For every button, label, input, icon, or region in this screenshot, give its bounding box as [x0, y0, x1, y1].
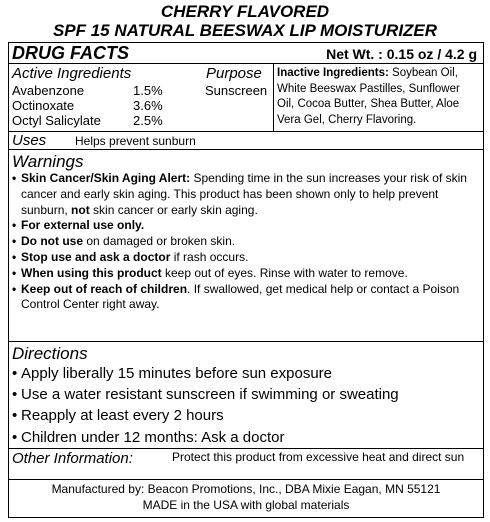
divider [9, 448, 483, 449]
divider [9, 479, 483, 480]
manufacturer-line: Manufactured by: Beacon Promotions, Inc., DBA Mixie Eagan, MN 55121 [51, 482, 441, 496]
direction-item: • Apply liberally 15 minutes before sun exposure [12, 363, 480, 384]
ingredient-name: Octinoxate [12, 98, 75, 113]
divider [9, 341, 483, 342]
direction-item: • Children under 12 months: Ask a doctor [12, 427, 480, 448]
drug-facts-heading: DRUG FACTS [12, 43, 129, 63]
inactive-label: Inactive Ingredients: [277, 67, 389, 79]
warnings-heading: Warnings [12, 152, 84, 171]
warnings-list [12, 171, 480, 313]
column-divider [273, 64, 274, 131]
ingredient-percent: 1.5% [133, 83, 163, 98]
inactive-ingredients [277, 66, 477, 128]
directions-list [12, 363, 480, 448]
divider [9, 149, 483, 150]
warning-item: • When using this product keep out of eyes. Rinse with water to remove. [12, 266, 480, 282]
divider [9, 131, 483, 132]
directions-heading: Directions [12, 344, 88, 363]
ingredient-name: Avabenzone [12, 83, 85, 98]
product-flavor-title: CHERRY FLAVORED [160, 2, 330, 21]
warning-item: • For external use only. [12, 218, 480, 234]
uses-heading: Uses [12, 132, 47, 149]
ingredient-percent: 2.5% [133, 113, 163, 128]
divider [9, 63, 483, 64]
inactive-text: Soybean Oil, White Beeswax Pastilles, Sunflower Oil, Cocoa Butter, Shea Butter, Aloe Vera Gel, Cherry Flavoring. [277, 67, 460, 126]
made-in-line: MADE in the USA with global materials [142, 498, 350, 512]
net-weight: Net Wt. : 0.15 oz / 4.2 g [326, 46, 477, 62]
purpose-heading: Purpose [206, 65, 262, 82]
warning-item: • Stop use and ask a doctor if rash occurs. [12, 250, 480, 266]
warning-item: • Skin Cancer/Skin Aging Alert: Spending time in the sun increases your risk of skin cancer and early skin aging. This product has been shown only to help prevent sunburn, not skin cancer or early skin aging. [12, 171, 480, 218]
purpose-value: Sunscreen [205, 83, 268, 98]
active-ingredients-heading: Active Ingredients [12, 65, 132, 82]
ingredient-percent: 3.6% [133, 98, 163, 113]
warning-item: • Keep out of reach of children. If swallowed, get medical help or contact a Poison Control Center right away. [12, 282, 480, 314]
uses-text: Helps prevent sunburn [75, 134, 196, 148]
product-name-title: SPF 15 NATURAL BEESWAX LIP MOISTURIZER [52, 21, 438, 40]
drug-facts-panel [8, 42, 484, 518]
other-information-text: Protect this product from excessive heat and direct sun [172, 450, 465, 464]
direction-item: • Reapply at least every 2 hours [12, 405, 480, 426]
other-information-heading: Other Information: [12, 450, 133, 467]
direction-item: • Use a water resistant sunscreen if swimming or sweating [12, 384, 480, 405]
ingredient-name: Octyl Salicylate [12, 113, 101, 128]
warning-item: • Do not use on damaged or broken skin. [12, 234, 480, 250]
